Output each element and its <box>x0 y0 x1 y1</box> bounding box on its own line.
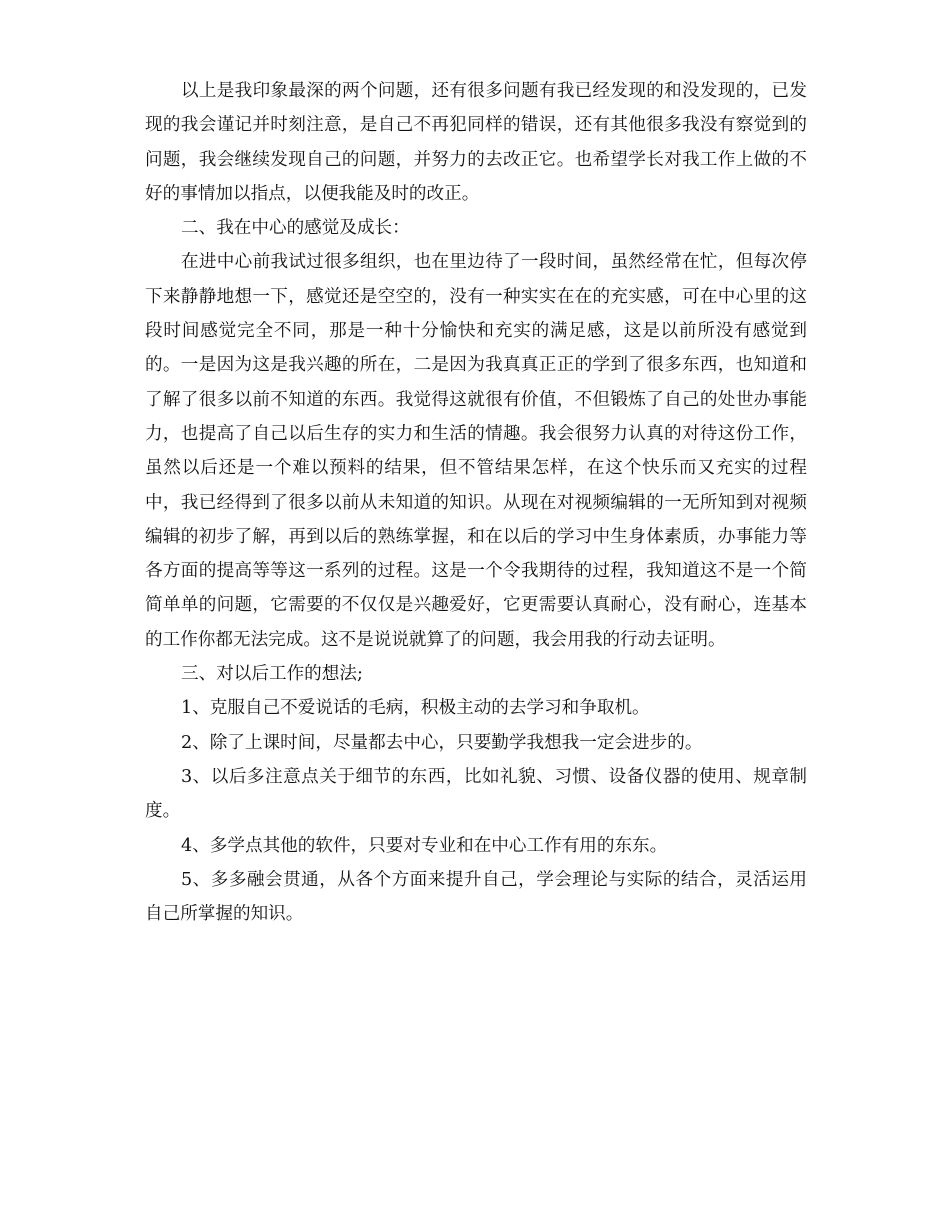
document-body <box>145 74 807 931</box>
list-item-3: 3、以后多注意点关于细节的东西，比如礼貌、习惯、设备仪器的使用、规章制度。 <box>145 766 807 822</box>
list-item-2: 2、除了上课时间，尽量都去中心，只要勤学我想我一定会进步的。 <box>181 732 703 753</box>
paragraph-feelings: 在进中心前我试过很多组织，也在里边待了一段时间，虽然经常在忙，但每次停下来静静地想一下，感觉还是空空的，没有一种实实在在的充实感，可在中心里的这段时间感觉完全不同，那是一种十分愉快和充实的满足感，这是以前所没有感觉到的。一是因为这是我兴趣的所在，二是因为我真真正正的学到了很多东西，也知道和了解了很多以前不知道的东西。我觉得这就很有价值，不但锻炼了自己的处世办事能力，也提高了自己以后生存的实力和生活的情趣。我会很努力认真的对待这份工作，虽然以后还是一个难以预料的结果，但不管结果怎样，在这个快乐而又充实的过程中，我已经得到了很多以前从未知道的知识。从现在对视频编辑的一无所知到对视频编辑的初步了解，再到以后的熟练掌握，和在以后的学习中生身体素质，办事能力等各方面的提高等等这一系列的过程。这是一个令我期待的过程，我知道这不是一个简简单单的问题，它需要的不仅仅是兴趣爱好，它更需要认真耐心，没有耐心，连基本的工作你都无法完成。这不是说说就算了的问题，我会用我的行动去证明。 <box>145 252 807 650</box>
paragraph-summary: 以上是我印象最深的两个问题，还有很多问题有我已经发现的和没发现的，已发现的我会谨记并时刻注意，是自己不再犯同样的错误，还有其他很多我没有察觉到的问题，我会继续发现自己的问题，并努力的去改正它。也希望学长对我工作上做的不好的事情加以指点，以便我能及时的改正。 <box>145 81 807 204</box>
section-heading-feelings: 二、我在中心的感觉及成长： <box>181 218 410 239</box>
list-item-4: 4、多学点其他的软件，只要对专业和在中心工作有用的东东。 <box>181 835 668 856</box>
list-item-5: 5、多多融会贯通，从各个方面来提升自己，学会理论与实际的结合，灵活运用自己所掌握的知识。 <box>145 869 807 925</box>
section-heading-future: 三、对以后工作的想法; <box>181 664 363 685</box>
list-item-1: 1、克服自己不爱说话的毛病，积极主动的去学习和争取机。 <box>181 698 650 719</box>
